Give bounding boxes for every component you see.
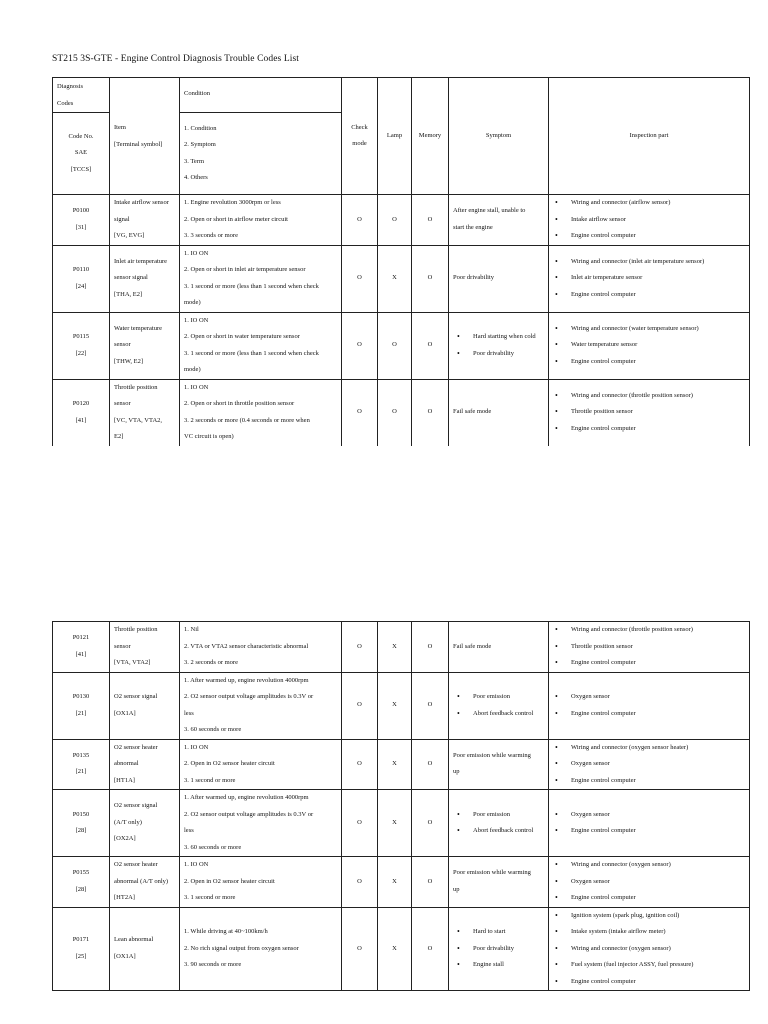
- cell-line: 2. Open or short in throttle position sensor: [184, 400, 295, 407]
- bullet-item: • Intake airflow sensor: [551, 212, 745, 229]
- cell-line: 1. After warmed up, engine revolution 4000rpm: [184, 794, 309, 801]
- condition-cell: [180, 857, 342, 908]
- cell-line: [24]: [75, 282, 87, 290]
- cell-line: 3. 1 second or more (less than 1 second when check: [184, 349, 319, 357]
- cell-line: 2. No rich signal output from oxygen sensor: [184, 944, 299, 952]
- check-mode-cell: O: [342, 195, 378, 246]
- inspection-cell: [549, 379, 750, 446]
- condition-header: Condition: [180, 78, 342, 113]
- lamp-cell: O: [378, 379, 412, 446]
- bullet-item: • Wiring and connector (inlet air temperature sensor): [551, 254, 745, 271]
- check-mode-cell: O: [342, 857, 378, 908]
- symptom-cell: [449, 907, 549, 991]
- bullet-item: • Poor emission: [453, 689, 544, 706]
- bullet-item: • Engine control computer: [551, 974, 745, 991]
- cell-line: O2 sensor signal: [114, 802, 158, 810]
- cell-line: [VTA, VTA2]: [114, 659, 151, 666]
- cell-line: 1. Nil: [184, 626, 199, 633]
- cell-line: [41]: [75, 650, 87, 658]
- cell-line: Throttle position: [114, 383, 158, 391]
- cell-line: [OX1A]: [114, 709, 136, 717]
- check-mode-cell: O: [342, 312, 378, 379]
- code-cell: [53, 739, 110, 790]
- code-cell: [53, 857, 110, 908]
- inspection-cell: [549, 739, 750, 790]
- lamp-cell: O: [378, 195, 412, 246]
- table-row: [53, 907, 750, 991]
- code-cell: [53, 790, 110, 857]
- bullet-item: • Wiring and connector (throttle position sensor): [551, 622, 745, 639]
- cell-line: P0135: [72, 751, 90, 759]
- memory-header: Memory: [412, 78, 449, 195]
- code-cell: [53, 312, 110, 379]
- symptom-header: Symptom: [449, 78, 549, 195]
- check-mode-cell: O: [342, 907, 378, 991]
- cell-line: [28]: [75, 885, 87, 893]
- cell-line: [THA, E2]: [114, 290, 143, 298]
- lamp-cell: O: [378, 312, 412, 379]
- cell-line: P0171: [72, 936, 90, 944]
- cell-line: [21]: [75, 709, 87, 717]
- symptom-cell: [449, 245, 549, 312]
- memory-cell: O: [412, 245, 449, 312]
- item-cell: [110, 790, 180, 857]
- table-row: [53, 195, 750, 246]
- cell-line: 3. 60 seconds or more: [184, 726, 242, 733]
- item-cell: [110, 245, 180, 312]
- cell-line: P0150: [72, 810, 90, 818]
- cell-line: [41]: [75, 416, 87, 424]
- memory-cell: O: [412, 622, 449, 673]
- cell-line: [VG, EVG]: [114, 232, 145, 239]
- bullet-item: • Engine stall: [453, 957, 544, 974]
- table-row: [53, 312, 750, 379]
- bullet-item: • Water temperature sensor: [551, 337, 745, 354]
- memory-cell: O: [412, 790, 449, 857]
- bullet-item: • Engine control computer: [551, 773, 745, 790]
- code-no-header: Code No. SAE [TCCS]: [53, 113, 110, 195]
- bullet-item: • Oxygen sensor: [551, 689, 745, 706]
- condition-list-header: 1. Condition 2. Symptom 3. Term 4. Others: [180, 113, 342, 195]
- check-mode-cell: O: [342, 245, 378, 312]
- item-cell: [110, 857, 180, 908]
- document-title: ST215 3S-GTE - Engine Control Diagnosis Trouble Codes List: [52, 54, 299, 64]
- lamp-cell: X: [378, 790, 412, 857]
- cell-line: 2. O2 sensor output voltage amplitudes is 0.3V or: [184, 693, 314, 700]
- item-cell: [110, 195, 180, 246]
- item-cell: [110, 672, 180, 739]
- cell-line: 1. IO ON: [184, 249, 209, 257]
- bullet-item: • Wiring and connector (oxygen sensor): [551, 857, 745, 874]
- table-row: [53, 790, 750, 857]
- condition-cell: [180, 907, 342, 991]
- cell-line: [22]: [75, 349, 87, 357]
- bullet-item: • Wiring and connector (airflow sensor): [551, 195, 745, 212]
- lamp-cell: X: [378, 245, 412, 312]
- bullet-item: • Intake system (intake airflow meter): [551, 924, 745, 941]
- item-cell: [110, 622, 180, 673]
- symptom-cell: [449, 857, 549, 908]
- cell-line: 1. After warmed up, engine revolution 4000rpm: [184, 676, 309, 684]
- cell-line: Poor emission while warming: [453, 751, 531, 759]
- check-mode-header: Check mode: [342, 78, 378, 195]
- item-cell: [110, 379, 180, 446]
- cell-line: 3. 1 second or more: [184, 776, 236, 784]
- inspection-cell: [549, 245, 750, 312]
- cell-line: P0100: [72, 207, 90, 215]
- bullet-item: • Engine control computer: [551, 354, 745, 371]
- inspection-cell: [549, 857, 750, 908]
- code-cell: [53, 907, 110, 991]
- item-cell: [110, 907, 180, 991]
- cell-line: less: [184, 709, 194, 717]
- bullet-item: • Oxygen sensor: [551, 874, 745, 891]
- table-row: [53, 379, 750, 446]
- bullet-item: • Engine control computer: [551, 706, 745, 723]
- cell-line: 3. 60 seconds or more: [184, 843, 242, 851]
- cell-line: 3. 1 second or more: [184, 894, 236, 901]
- symptom-cell: [449, 739, 549, 790]
- memory-cell: O: [412, 312, 449, 379]
- cell-line: 1. Engine revolution 3000rpm or less: [184, 199, 281, 206]
- cell-line: 3. 90 seconds or more: [184, 961, 242, 968]
- cell-line: P0115: [72, 333, 90, 340]
- bullet-item: • Engine control computer: [551, 823, 745, 840]
- cell-line: O2 sensor signal: [114, 693, 158, 700]
- cell-line: Throttle position: [114, 626, 158, 633]
- table-row: [53, 245, 750, 312]
- symptom-cell: [449, 195, 549, 246]
- cell-line: 1. IO ON: [184, 383, 209, 391]
- inspection-part-header: Inspection part: [549, 78, 750, 195]
- cell-line: sensor: [114, 642, 131, 650]
- condition-cell: [180, 672, 342, 739]
- cell-line: abnormal (A/T only): [114, 877, 169, 885]
- cell-line: signal: [114, 215, 130, 223]
- diagnosis-codes-header: Diagnosis Codes: [53, 78, 110, 113]
- cell-line: up: [453, 885, 460, 893]
- cell-line: 2. Open in O2 sensor heater circuit: [184, 877, 275, 885]
- bullet-item: • Throttle position sensor: [551, 639, 745, 656]
- bullet-item: • Throttle position sensor: [551, 404, 745, 421]
- cell-line: 2. VTA or VTA2 sensor characteristic abnormal: [184, 642, 309, 650]
- trouble-codes-table-bottom: [52, 621, 750, 991]
- bullet-item: • Wiring and connector (oxygen sensor): [551, 941, 745, 958]
- bullet-item: • Poor drivability: [453, 941, 544, 958]
- lamp-cell: X: [378, 672, 412, 739]
- cell-line: P0130: [72, 693, 90, 700]
- cell-line: Lean abnormal: [114, 936, 154, 944]
- cell-line: 2. Open or short in water temperature sensor: [184, 333, 300, 340]
- symptom-cell: [449, 790, 549, 857]
- cell-line: 1. IO ON: [184, 743, 209, 751]
- cell-line: [HT1A]: [114, 776, 135, 784]
- check-mode-cell: O: [342, 672, 378, 739]
- code-cell: [53, 379, 110, 446]
- table-row: [53, 672, 750, 739]
- cell-line: [THW, E2]: [114, 357, 144, 365]
- memory-cell: O: [412, 907, 449, 991]
- cell-line: 2. O2 sensor output voltage amplitudes is 0.3V or: [184, 810, 314, 818]
- bullet-item: • Oxygen sensor: [551, 807, 745, 824]
- inspection-cell: [549, 907, 750, 991]
- cell-line: P0155: [72, 869, 90, 877]
- cell-line: [28]: [75, 827, 87, 834]
- cell-line: Water temperature: [114, 324, 163, 332]
- memory-cell: O: [412, 739, 449, 790]
- memory-cell: O: [412, 195, 449, 246]
- symptom-cell: [449, 312, 549, 379]
- cell-line: up: [453, 768, 460, 776]
- inspection-cell: [549, 622, 750, 673]
- bullet-item: • Engine control computer: [551, 421, 745, 438]
- code-cell: [53, 672, 110, 739]
- cell-line: Poor emission while warming: [453, 869, 531, 877]
- bullet-item: • Fuel system (fuel injector ASSY, fuel pressure): [551, 957, 745, 974]
- cell-line: 2. Open or short in airflow meter circuit: [184, 215, 288, 223]
- symptom-cell: [449, 672, 549, 739]
- bullet-item: • Oxygen sensor: [551, 756, 745, 773]
- bullet-item: • Engine control computer: [551, 228, 745, 245]
- cell-line: 2. Open or short in inlet air temperature sensor: [184, 266, 306, 273]
- bullet-item: • Hard to start: [453, 924, 544, 941]
- cell-line: [21]: [75, 768, 87, 776]
- check-mode-cell: O: [342, 790, 378, 857]
- cell-line: sensor: [114, 400, 131, 407]
- inspection-cell: [549, 790, 750, 857]
- code-cell: [53, 622, 110, 673]
- cell-line: less: [184, 827, 194, 834]
- cell-line: 3. 2 seconds or more: [184, 659, 238, 666]
- cell-line: P0110: [72, 266, 90, 273]
- item-cell: [110, 312, 180, 379]
- cell-line: P0121: [72, 634, 90, 642]
- bullet-item: • Abort feedback control: [453, 706, 544, 723]
- code-cell: [53, 245, 110, 312]
- cell-line: O2 sensor heater: [114, 861, 158, 868]
- bullet-item: • Abort feedback control: [453, 823, 544, 840]
- bullet-item: • Engine control computer: [551, 287, 745, 304]
- bullet-item: • Ignition system (spark plug, ignition coil): [551, 908, 745, 925]
- cell-line: 3. 1 second or more (less than 1 second when check: [184, 282, 319, 290]
- lamp-cell: X: [378, 907, 412, 991]
- condition-cell: [180, 379, 342, 446]
- cell-line: mode): [184, 366, 201, 373]
- cell-line: Fail safe mode: [453, 642, 492, 650]
- bullet-item: • Engine control computer: [551, 655, 745, 672]
- table-row: [53, 739, 750, 790]
- bullet-item: • Poor drivability: [453, 346, 544, 363]
- check-mode-cell: O: [342, 739, 378, 790]
- memory-cell: O: [412, 379, 449, 446]
- cell-line: 1. IO ON: [184, 861, 209, 868]
- cell-line: 1. IO ON: [184, 316, 209, 324]
- cell-line: 2. Open in O2 sensor heater circuit: [184, 760, 275, 767]
- cell-line: [HT2A]: [114, 894, 135, 901]
- condition-cell: [180, 312, 342, 379]
- cell-line: 3. 2 seconds or more (0.4 seconds or more when: [184, 416, 310, 424]
- cell-line: O2 sensor heater: [114, 743, 158, 751]
- condition-cell: [180, 195, 342, 246]
- cell-line: [25]: [75, 952, 87, 960]
- condition-cell: [180, 790, 342, 857]
- symptom-cell: [449, 622, 549, 673]
- item-cell: [110, 739, 180, 790]
- bullet-item: • Wiring and connector (water temperature sensor): [551, 321, 745, 338]
- inspection-cell: [549, 312, 750, 379]
- cell-line: abnormal: [114, 760, 139, 767]
- bullet-item: • Engine control computer: [551, 890, 745, 907]
- lamp-cell: X: [378, 857, 412, 908]
- trouble-codes-table-top: [52, 77, 750, 446]
- cell-line: mode): [184, 299, 201, 306]
- cell-line: Fail safe mode: [453, 408, 492, 416]
- condition-cell: [180, 622, 342, 673]
- cell-line: Poor drivability: [453, 274, 494, 282]
- cell-line: [31]: [75, 223, 87, 231]
- cell-line: sensor: [114, 341, 131, 349]
- bullet-item: • Inlet air temperature sensor: [551, 270, 745, 287]
- cell-line: start the engine: [453, 223, 493, 231]
- cell-line: [OX2A]: [114, 835, 136, 843]
- bullet-item: • Poor emission: [453, 807, 544, 824]
- cell-line: [VC, VTA, VTA2,: [114, 416, 163, 424]
- cell-line: E2]: [114, 433, 124, 440]
- cell-line: 1. While driving at 40~100km/h: [184, 928, 268, 935]
- bullet-item: • Hard starting when cold: [453, 329, 544, 346]
- cell-line: Inlet air temperature: [114, 257, 168, 265]
- code-cell: [53, 195, 110, 246]
- table-row: [53, 857, 750, 908]
- cell-line: (A/T only): [114, 818, 142, 826]
- item-header: Item [Terminal symbol]: [110, 78, 180, 195]
- bullet-item: • Wiring and connector (throttle position sensor): [551, 388, 745, 405]
- inspection-cell: [549, 195, 750, 246]
- cell-line: VC circuit is open): [184, 433, 234, 440]
- cell-line: 3. 3 seconds or more: [184, 232, 238, 239]
- memory-cell: O: [412, 857, 449, 908]
- condition-cell: [180, 739, 342, 790]
- cell-line: sensor signal: [114, 274, 148, 282]
- table-row: [53, 622, 750, 673]
- cell-line: [OX1A]: [114, 952, 136, 960]
- lamp-cell: X: [378, 622, 412, 673]
- cell-line: After engine stall, unable to: [453, 207, 526, 215]
- inspection-cell: [549, 672, 750, 739]
- lamp-header: Lamp: [378, 78, 412, 195]
- check-mode-cell: O: [342, 622, 378, 673]
- bullet-item: • Wiring and connector (oxygen sensor heater): [551, 740, 745, 757]
- cell-line: Intake airflow sensor: [114, 199, 169, 206]
- memory-cell: O: [412, 672, 449, 739]
- condition-cell: [180, 245, 342, 312]
- check-mode-cell: O: [342, 379, 378, 446]
- lamp-cell: X: [378, 739, 412, 790]
- cell-line: P0120: [72, 400, 90, 407]
- symptom-cell: [449, 379, 549, 446]
